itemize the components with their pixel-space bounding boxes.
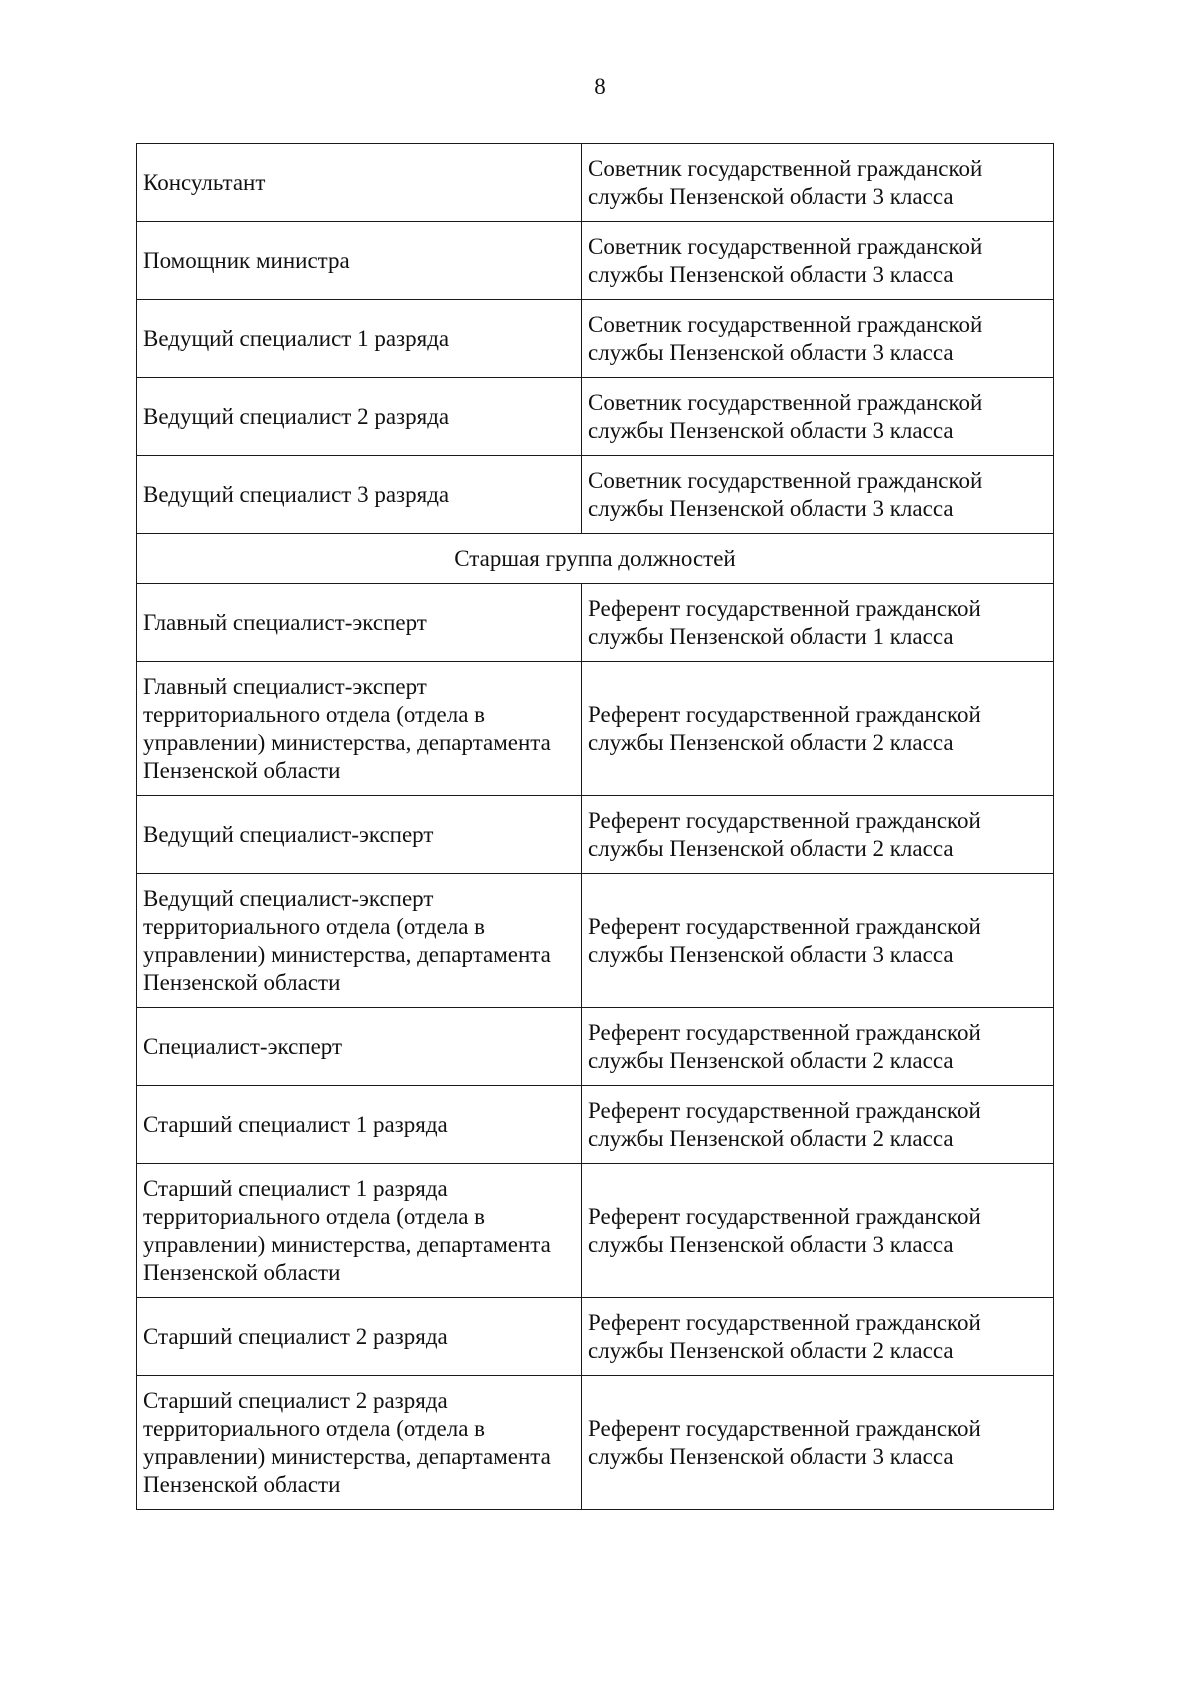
rank-text-line: Референт государственной гражданской [588, 1309, 981, 1335]
rank-cell [582, 584, 1054, 662]
position-text-line: Старший специалист 1 разряда [143, 1175, 448, 1201]
position-text-line: Пензенской области [143, 969, 341, 995]
position-text-line: Главный специалист-эксперт [143, 609, 427, 635]
table-row [137, 456, 1054, 534]
position-cell [137, 456, 582, 534]
rank-text-line: Референт государственной гражданской [588, 701, 981, 727]
rank-text-line: Референт государственной гражданской [588, 807, 981, 833]
position-cell [137, 300, 582, 378]
rank-cell [582, 1086, 1054, 1164]
position-text-line: территориального отдела (отдела в [143, 1203, 486, 1229]
table-row [137, 662, 1054, 796]
table-row [137, 796, 1054, 874]
position-cell [137, 144, 582, 222]
page-number: 8 [594, 74, 606, 99]
rank-text-line: Советник государственной гражданской [588, 233, 983, 259]
table-row [137, 1086, 1054, 1164]
position-text-line: территориального отдела (отдела в [143, 913, 486, 939]
position-text-line: управлении) министерства, департамента [143, 1231, 551, 1257]
position-cell [137, 222, 582, 300]
position-text-line: Помощник министра [143, 247, 350, 273]
position-cell [137, 662, 582, 796]
rank-text-line: Референт государственной гражданской [588, 1415, 981, 1441]
group-header-row [137, 534, 1054, 584]
position-cell [137, 1086, 582, 1164]
position-text-line: управлении) министерства, департамента [143, 941, 551, 967]
rank-text-line: Советник государственной гражданской [588, 389, 983, 415]
rank-text-line: Советник государственной гражданской [588, 311, 983, 337]
rank-cell [582, 144, 1054, 222]
position-cell [137, 378, 582, 456]
rank-cell [582, 796, 1054, 874]
rank-text-line: службы Пензенской области 3 класса [588, 183, 954, 209]
rank-text-line: Советник государственной гражданской [588, 467, 983, 493]
rank-cell [582, 1164, 1054, 1298]
rank-cell [582, 456, 1054, 534]
position-cell [137, 1376, 582, 1510]
rank-cell [582, 378, 1054, 456]
rank-cell [582, 1376, 1054, 1510]
table-row [137, 222, 1054, 300]
position-text-line: Ведущий специалист 3 разряда [143, 481, 450, 507]
position-text-line: Ведущий специалист 1 разряда [143, 325, 450, 351]
position-text-line: Старший специалист 2 разряда [143, 1323, 448, 1349]
rank-text-line: Референт государственной гражданской [588, 1019, 981, 1045]
table-row [137, 1298, 1054, 1376]
position-text-line: Старший специалист 2 разряда [143, 1387, 448, 1413]
table-row [137, 1164, 1054, 1298]
rank-cell [582, 662, 1054, 796]
table-body [137, 144, 1054, 1510]
table-row [137, 378, 1054, 456]
rank-text-line: службы Пензенской области 3 класса [588, 261, 954, 287]
rank-cell [582, 874, 1054, 1008]
rank-cell [582, 1298, 1054, 1376]
position-text-line: Специалист-эксперт [143, 1033, 343, 1059]
position-text-line: территориального отдела (отдела в [143, 1415, 486, 1441]
table-row [137, 874, 1054, 1008]
position-cell [137, 796, 582, 874]
position-cell [137, 1008, 582, 1086]
position-text-line: управлении) министерства, департамента [143, 1443, 551, 1469]
table-row [137, 1008, 1054, 1086]
position-text-line: Ведущий специалист-эксперт [143, 885, 434, 911]
rank-text-line: службы Пензенской области 2 класса [588, 1125, 954, 1151]
position-text-line: управлении) министерства, департамента [143, 729, 551, 755]
table-row [137, 1376, 1054, 1510]
rank-text-line: Референт государственной гражданской [588, 913, 981, 939]
position-text-line: Старший специалист 1 разряда [143, 1111, 448, 1137]
rank-text-line: службы Пензенской области 3 класса [588, 495, 954, 521]
rank-text-line: Референт государственной гражданской [588, 1203, 981, 1229]
position-text-line: территориального отдела (отдела в [143, 701, 486, 727]
position-cell [137, 874, 582, 1008]
position-text-line: Консультант [143, 169, 266, 195]
table-row [137, 144, 1054, 222]
rank-text-line: службы Пензенской области 2 класса [588, 835, 954, 861]
rank-cell [582, 222, 1054, 300]
rank-text-line: службы Пензенской области 2 класса [588, 1337, 954, 1363]
positions-ranks-table [136, 143, 1054, 1510]
rank-cell [582, 1008, 1054, 1086]
rank-text-line: Референт государственной гражданской [588, 595, 981, 621]
position-text-line: Пензенской области [143, 757, 341, 783]
position-text-line: Главный специалист-эксперт [143, 673, 427, 699]
position-text-line: Пензенской области [143, 1471, 341, 1497]
position-cell [137, 1298, 582, 1376]
rank-text-line: службы Пензенской области 3 класса [588, 941, 954, 967]
rank-text-line: службы Пензенской области 2 класса [588, 729, 954, 755]
rank-cell [582, 300, 1054, 378]
table-row [137, 300, 1054, 378]
rank-text-line: службы Пензенской области 3 класса [588, 339, 954, 365]
position-text-line: Ведущий специалист-эксперт [143, 821, 434, 847]
position-cell [137, 584, 582, 662]
position-text-line: Пензенской области [143, 1259, 341, 1285]
rank-text-line: службы Пензенской области 2 класса [588, 1047, 954, 1073]
rank-text-line: службы Пензенской области 3 класса [588, 1231, 954, 1257]
group-header-cell: Старшая группа должностей [137, 534, 1054, 584]
rank-text-line: службы Пензенской области 3 класса [588, 1443, 954, 1469]
rank-text-line: Референт государственной гражданской [588, 1097, 981, 1123]
rank-text-line: службы Пензенской области 3 класса [588, 417, 954, 443]
position-cell [137, 1164, 582, 1298]
rank-text-line: Советник государственной гражданской [588, 155, 983, 181]
position-text-line: Ведущий специалист 2 разряда [143, 403, 450, 429]
rank-text-line: службы Пензенской области 1 класса [588, 623, 954, 649]
table-row [137, 584, 1054, 662]
